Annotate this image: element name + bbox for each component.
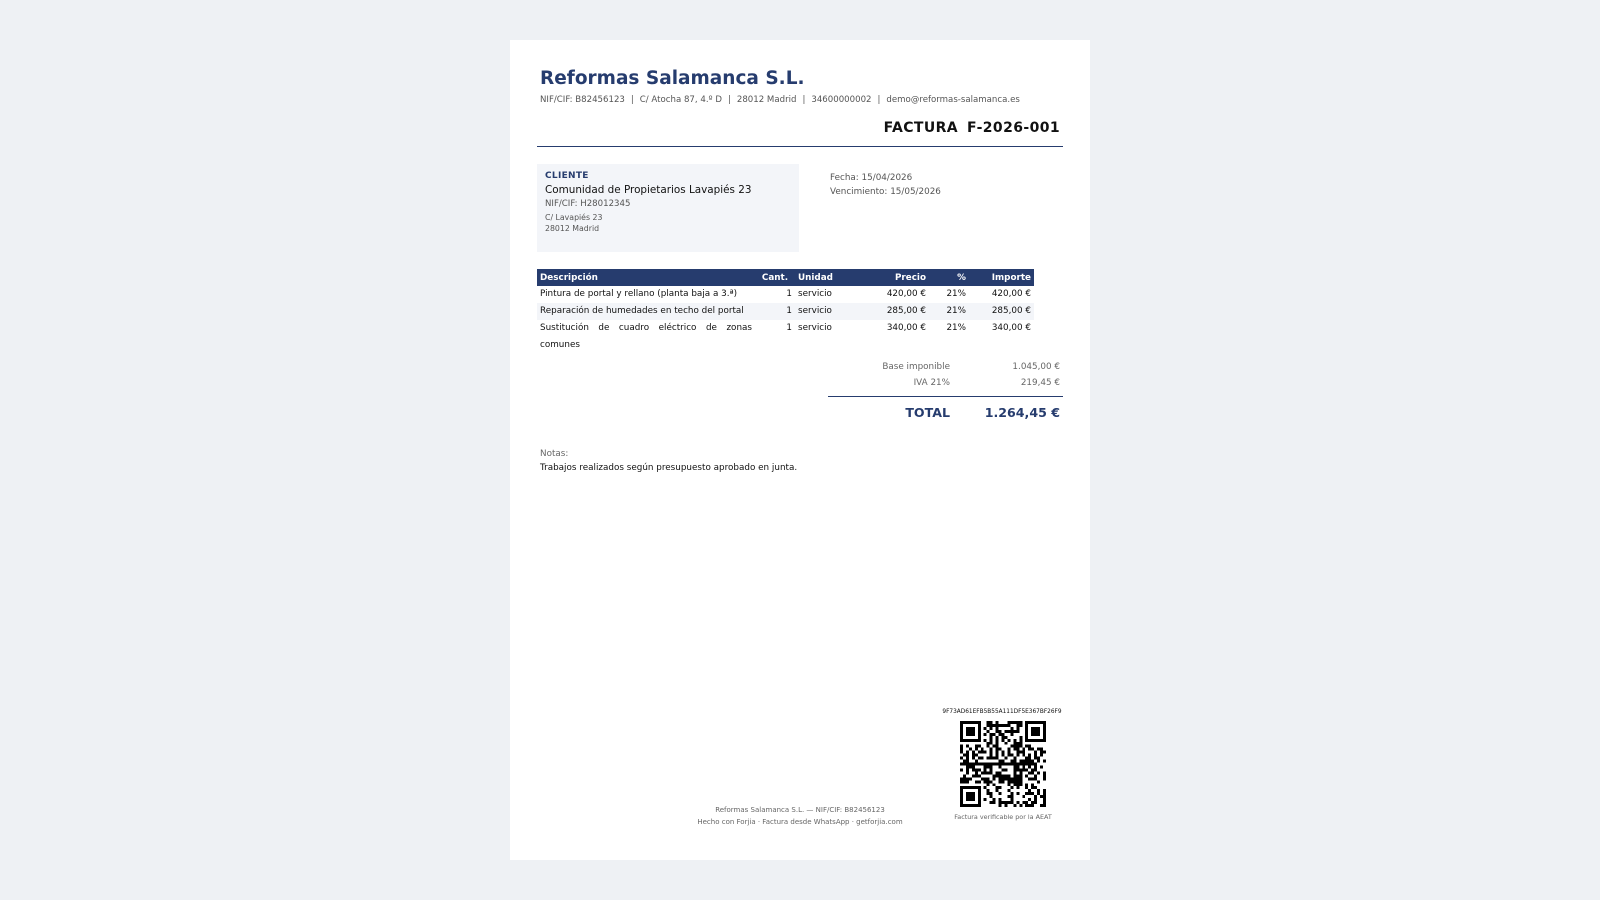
invoice-date: Fecha: 15/04/2026 [830, 173, 913, 183]
item-amount: 285,00 € [969, 303, 1034, 320]
header-divider [537, 146, 1063, 147]
client-label: CLIENTE [545, 171, 589, 181]
company-address: C/ Atocha 87, 4.º D [639, 95, 722, 105]
qr-code-icon[interactable] [960, 721, 1046, 807]
header-unit: Unidad [795, 269, 859, 286]
client-street: C/ Lavapiés 23 [545, 213, 603, 222]
items-header-row [537, 269, 1034, 286]
item-price: 285,00 € [859, 303, 929, 320]
client-name: Comunidad de Propietarios Lavapiés 23 [545, 184, 752, 196]
item-vat: 21% [946, 289, 966, 299]
page-footer [660, 805, 940, 828]
item-description [537, 320, 755, 354]
client-nif: NIF/CIF: H28012345 [545, 199, 631, 209]
totals-block [828, 362, 1063, 429]
items-table [537, 269, 1034, 354]
notes-label: Notas: [540, 449, 569, 459]
qr-caption: Factura verificable por la AEAT [954, 813, 1052, 821]
invoice-dates [830, 171, 941, 199]
footer-line1: Reformas Salamanca S.L. — NIF/CIF: B82456123 [715, 806, 885, 814]
company-nif: NIF/CIF: B82456123 [540, 95, 625, 105]
item-description-line1: Sustitución de cuadro eléctrico de zonas [540, 323, 752, 333]
total-label: TOTAL [905, 405, 950, 420]
item-quantity: 1 [755, 303, 795, 320]
verification-hash: 9F73AD61EFB5B55A111DF5E367BF26F9 [942, 709, 1062, 715]
table-row [537, 286, 1034, 303]
table-row [537, 303, 1034, 320]
invoice-title-label: FACTURA [883, 120, 959, 136]
iva-value: 219,45 € [1020, 378, 1060, 388]
invoice-due-date: Vencimiento: 15/05/2026 [830, 187, 941, 197]
item-unit: servicio [798, 323, 832, 333]
company-phone: 34600000002 [811, 95, 872, 105]
item-price: 340,00 € [886, 323, 926, 333]
header-vat: % [929, 269, 969, 286]
iva-label: IVA 21% [913, 378, 950, 388]
client-address [545, 212, 791, 234]
header-description: Descripción [537, 269, 755, 286]
item-description-line2: comunes [540, 340, 580, 350]
company-info: NIF/CIF: B82456123 | C/ Atocha 87, 4.º D | 28012 Madrid | 34600000002 | demo@reformas-salamanca.es [540, 95, 1020, 105]
footer-line2[interactable]: Hecho con Forjia · Factura desde WhatsApp · getforjia.com [697, 817, 903, 826]
item-vat: 21% [946, 323, 966, 333]
header-price: Precio [859, 269, 929, 286]
item-description: Reparación de humedades en techo del portal [537, 303, 755, 320]
company-city: 28012 Madrid [736, 95, 797, 105]
base-label: Base imponible [882, 362, 950, 372]
notes-text: Trabajos realizados según presupuesto aprobado en junta. [540, 463, 798, 473]
total-row [828, 405, 1063, 429]
iva-row [828, 378, 1063, 394]
base-value: 1.045,00 € [1012, 362, 1060, 372]
item-unit: servicio [795, 303, 859, 320]
item-amount: 340,00 € [991, 323, 1031, 333]
header-amount: Importe [969, 269, 1034, 286]
base-row [828, 362, 1063, 378]
item-quantity: 1 [786, 323, 792, 333]
client-box [537, 164, 799, 252]
total-value: 1.264,45 € [984, 405, 1060, 420]
item-quantity: 1 [786, 289, 792, 299]
client-city: 28012 Madrid [545, 224, 600, 233]
item-amount: 420,00 € [991, 289, 1031, 299]
item-description: Pintura de portal y rellano (planta baja a 3.ª) [540, 289, 738, 299]
item-vat: 21% [929, 303, 969, 320]
invoice-number: F-2026-001 [967, 120, 1060, 136]
item-unit: servicio [798, 289, 832, 299]
invoice-page [510, 40, 1090, 860]
invoice-title [884, 120, 1060, 136]
company-name: Reformas Salamanca S.L. [540, 68, 805, 89]
item-price: 420,00 € [886, 289, 926, 299]
table-row [537, 320, 1034, 354]
header-quantity: Cant. [755, 269, 795, 286]
company-email[interactable]: demo@reformas-salamanca.es [886, 95, 1020, 105]
totals-divider [828, 396, 1063, 397]
